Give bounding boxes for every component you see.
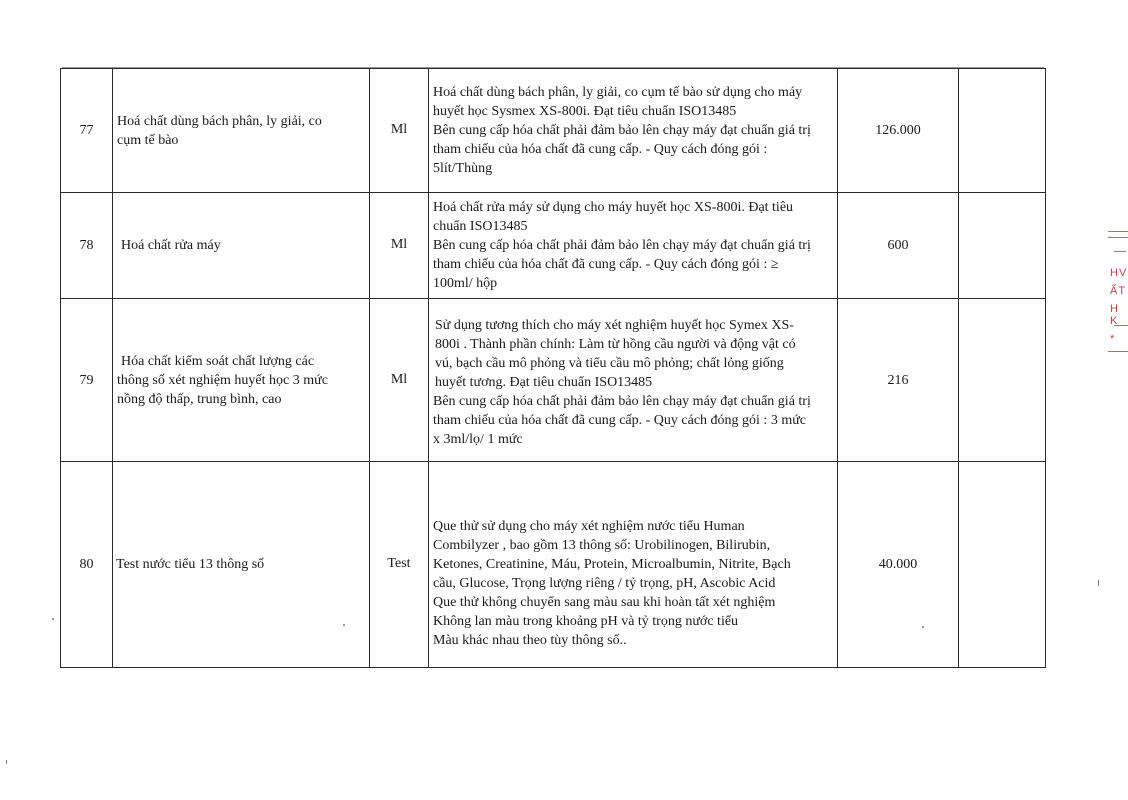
- stamp-line: [1114, 325, 1128, 326]
- empty-cell: [959, 69, 1046, 193]
- scan-speck: [343, 624, 345, 626]
- table-row: [61, 193, 1046, 299]
- description-line: 800i . Thành phần chính: Làm từ hồng cầu người và động vật có: [435, 336, 796, 352]
- item-name-line: nồng độ thấp, trung bình, cao: [117, 391, 282, 407]
- description-line: Ketones, Creatinine, Máu, Protein, Microalbumin, Nitrite, Bạch: [433, 557, 791, 572]
- description-line: Bên cung cấp hóa chất phải đảm bảo lên chạy máy đạt chuẩn giá trị: [433, 393, 811, 409]
- stamp-star-icon: *: [1110, 333, 1116, 345]
- description-line: 100ml/ hộp: [433, 276, 498, 291]
- quantity-value: 126.000: [875, 123, 921, 138]
- item-name-line: thông số xét nghiệm huyết học 3 mức: [117, 372, 328, 388]
- row-number-cell: [61, 299, 113, 462]
- row-number-cell: [61, 69, 113, 193]
- table-row: [61, 462, 1046, 668]
- item-name-cell: [113, 193, 370, 299]
- specification-table: [60, 68, 1046, 668]
- unit-cell: [370, 193, 429, 299]
- description-cell: [429, 69, 838, 193]
- description-line: 5lít/Thùng: [433, 161, 493, 176]
- description-line: x 3ml/lọ/ 1 mức: [433, 431, 523, 447]
- unit-cell: [370, 69, 429, 193]
- row-number: 77: [79, 123, 94, 138]
- empty-cell: [959, 462, 1046, 668]
- scan-speck: [922, 626, 924, 628]
- stamp-line: [1108, 237, 1128, 238]
- unit-cell: [370, 462, 429, 668]
- description-line: Bên cung cấp hóa chất phải đảm bảo lên chạy máy đạt chuẩn giá trị: [433, 123, 811, 138]
- description-cell: [429, 299, 838, 462]
- stamp-line: [1114, 251, 1126, 252]
- description-line: huyết học Sysmex XS-800i. Đạt tiêu chuẩn ISO13485: [433, 104, 737, 119]
- description-line: cầu, Glucose, Trọng lượng riêng / tỷ trọng, pH, Ascobic Acid: [433, 576, 776, 591]
- description-line: tham chiếu của hóa chất đã cung cấp. - Quy cách đóng gói :: [433, 142, 768, 157]
- unit-label: Ml: [390, 122, 408, 137]
- item-name-cell: [113, 299, 370, 462]
- stamp-line: [1108, 231, 1128, 232]
- stamp-line: [1108, 351, 1128, 352]
- description-line: Que thử không chuyển sang màu sau khi hoàn tất xét nghiệm: [433, 595, 776, 610]
- unit-label: Test: [387, 556, 411, 571]
- empty-cell: [959, 299, 1046, 462]
- quantity-cell: [838, 462, 959, 668]
- row-number: 78: [79, 238, 94, 253]
- scan-speck: [1098, 580, 1099, 586]
- row-number-cell: [61, 462, 113, 668]
- item-name-line: Hoá chất dùng bách phân, ly giải, co: [117, 113, 322, 129]
- quantity-value: 40.000: [878, 557, 918, 572]
- description-line: huyết tương. Đạt tiêu chuẩn ISO13485: [435, 374, 653, 390]
- item-name-line: Test nước tiểu 13 thông số: [116, 557, 265, 572]
- unit-cell: [370, 299, 429, 462]
- description-line: Hoá chất dùng bách phân, ly giải, co cụm tế bào sử dụng cho máy: [433, 85, 803, 100]
- row-number-cell: [61, 193, 113, 299]
- unit-label: Ml: [390, 371, 408, 387]
- description-cell: [429, 462, 838, 668]
- description-line: Que thử sử dụng cho máy xét nghiệm nước tiểu Human: [433, 519, 745, 534]
- stamp-fragment: [1104, 225, 1128, 365]
- scan-speck: [6, 760, 7, 764]
- row-number: 80: [79, 557, 94, 572]
- item-name-line: Hóa chất kiểm soát chất lượng các: [121, 353, 315, 369]
- description-line: Không lan màu trong khoảng pH và tỷ trọng nước tiểu: [433, 614, 739, 629]
- description-line: Sử dụng tương thích cho máy xét nghiệm huyết học Symex XS-: [435, 317, 794, 333]
- table-row: [61, 69, 1046, 193]
- description-line: Bên cung cấp hóa chất phải đảm bảo lên chạy máy đạt chuẩn giá trị: [433, 238, 811, 253]
- description-line: Hoá chất rửa máy sử dụng cho máy huyết học XS-800i. Đạt tiêu: [433, 200, 794, 215]
- quantity-cell: [838, 193, 959, 299]
- quantity-cell: [838, 69, 959, 193]
- description-cell: [429, 193, 838, 299]
- quantity-value: 600: [887, 238, 909, 253]
- item-name-cell: [113, 69, 370, 193]
- item-name-line: Hoá chất rửa máy: [121, 238, 221, 253]
- description-line: Màu khác nhau theo tùy thông số..: [433, 633, 627, 648]
- description-line: Combilyzer , bao gồm 13 thông số: Urobilinogen, Bilirubin,: [433, 538, 771, 553]
- description-line: vú, bạch cầu mô phỏng và tiểu cầu mô phỏng; chất lỏng giống: [435, 355, 784, 371]
- stamp-text: HV: [1110, 267, 1128, 279]
- description-line: tham chiếu của hóa chất đã cung cấp. - Quy cách đóng gói : 3 mức: [433, 412, 807, 428]
- scan-speck: [52, 618, 54, 620]
- empty-cell: [959, 193, 1046, 299]
- stamp-text: H K: [1110, 303, 1119, 327]
- unit-label: Ml: [390, 237, 408, 252]
- stamp-text: ẤT: [1110, 285, 1127, 297]
- description-line: tham chiếu của hóa chất đã cung cấp. - Quy cách đóng gói : ≥: [433, 257, 779, 272]
- item-name-cell: [113, 462, 370, 668]
- row-number: 79: [79, 372, 94, 388]
- quantity-value: 216: [887, 372, 909, 388]
- description-line: chuẩn ISO13485: [433, 219, 528, 234]
- quantity-cell: [838, 299, 959, 462]
- item-name-line: cụm tế bào: [117, 132, 179, 148]
- table-row: [61, 299, 1046, 462]
